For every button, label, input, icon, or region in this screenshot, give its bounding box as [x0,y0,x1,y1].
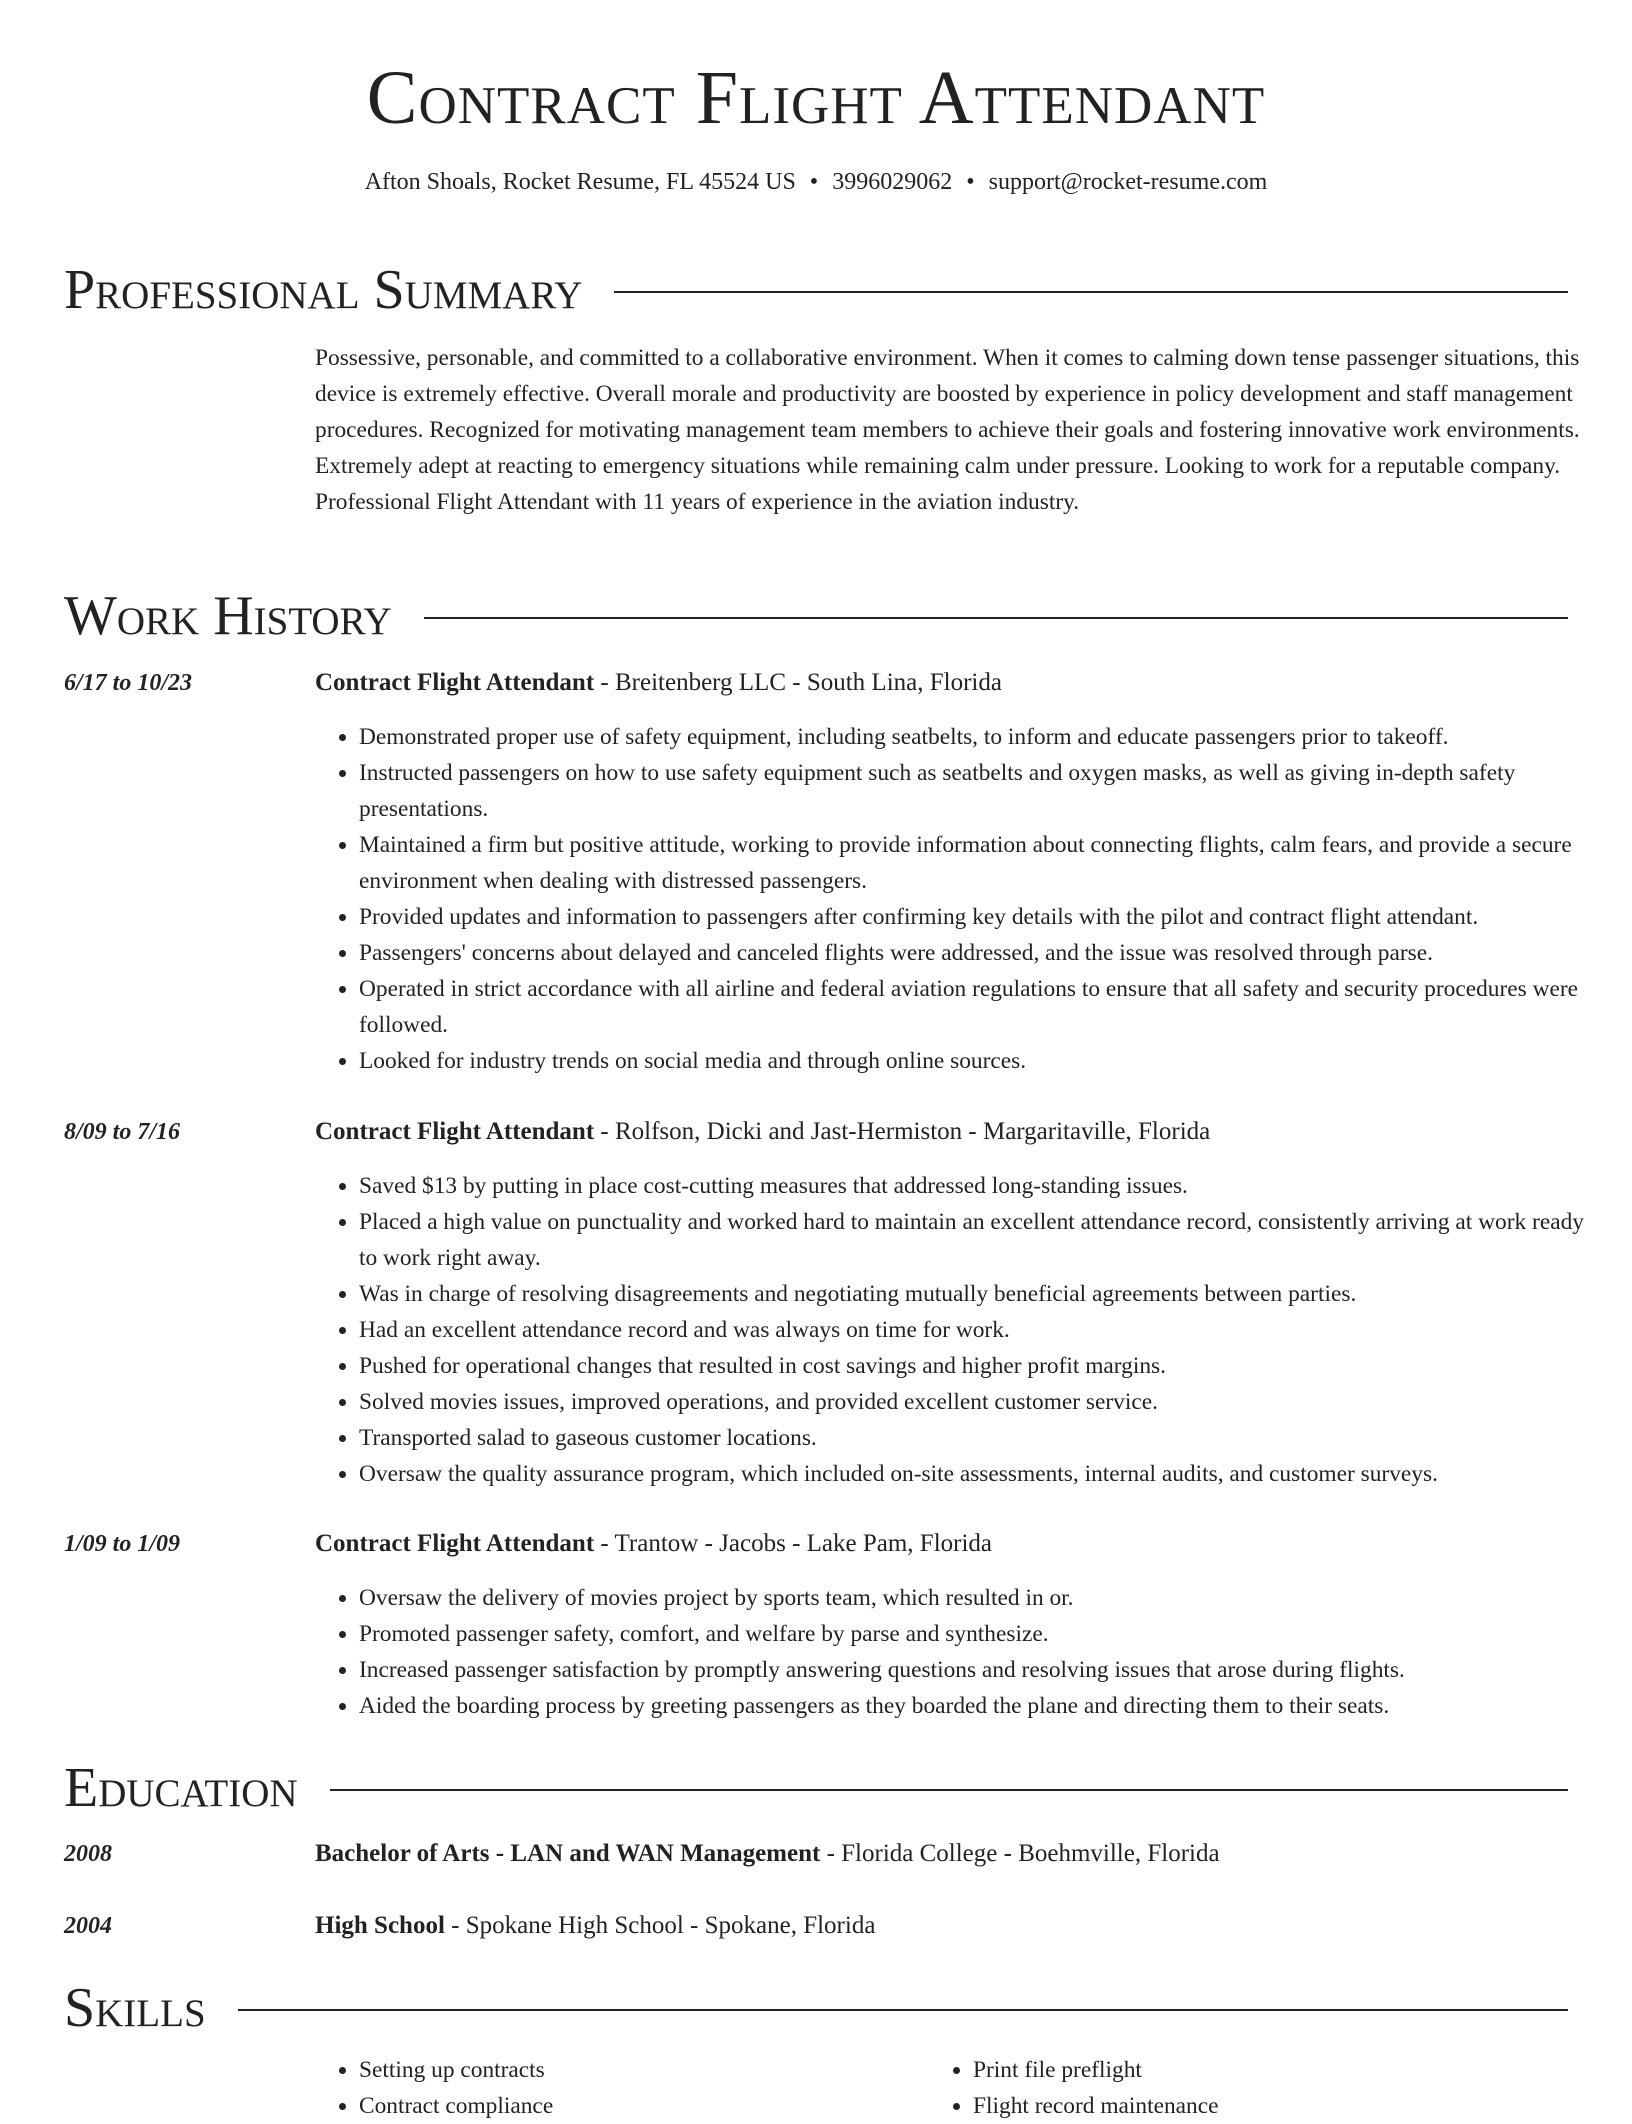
job-bullet: • Increased passenger satisfaction by promptly answering questions and resolving issues that arose during flights. [359,1652,1589,1688]
resume-page [64,0,1584,2119]
job-bullet: • Operated in strict accordance with all airline and federal aviation regulations to ensure that all safety and security procedures were followed. [359,971,1589,1043]
section-rule [238,2009,1568,2011]
job-bullet: • Transported salad to gaseous customer locations. [359,1420,1589,1456]
skills-column-left [315,2052,929,2124]
job-bullets [315,1168,1589,1492]
contact-separator: • [966,169,975,195]
contact-phone: 3996029062 [832,169,953,195]
job-role [315,665,1002,701]
skills-column-right [929,2052,1543,2124]
job-bullet: • Oversaw the delivery of movies project by sports team, which resulted in or. [359,1580,1589,1616]
job-dates: 1/09 to 1/09 [64,1531,181,1557]
job-bullet: • Had an excellent attendance record and was always on time for work. [359,1312,1589,1348]
contact-separator: • [809,169,819,195]
education-details [315,1836,1220,1872]
education-year: 2008 [64,1841,112,1867]
education-year: 2004 [64,1913,112,1939]
job-bullet: • Pushed for operational changes that resulted in cost savings and higher profit margins. [359,1348,1589,1384]
education-degree: Bachelor of Arts - LAN and WAN Management [315,1840,821,1867]
education-degree: High School [315,1912,445,1939]
work-section-header [64,585,1568,647]
job-bullets [315,1580,1589,1724]
job-bullet: • Instructed passengers on how to use safety equipment such as seatbelts and oxygen masks, as well as giving in-depth safety presentations. [359,755,1589,827]
job-employer: - Rolfson, Dicki and Jast-Hermiston - Margaritaville, Florida [594,1118,1211,1145]
job-role [315,1526,992,1562]
education-details [315,1908,875,1944]
contact-address: Afton Shoals, Rocket Resume, FL 45524 US [364,169,796,195]
job-bullet: • Placed a high value on punctuality and worked hard to maintain an excellent attendance record, consistently arriving at work ready to work right away. [359,1204,1589,1276]
skill-item: • Print file preflight [973,2052,1543,2088]
section-rule [424,617,1568,619]
summary-text: Possessive, personable, and committed to a collaborative environment. When it comes to calming down tense passenger situations, this device is extremely effective. Overall morale and productivity are boosted by experience in policy development and staff management procedures. Recognized for motivating management team members to achieve their goals and fostering innovative work environments. Extremely adept at reacting to emergency situations while remaining calm under pressure. Looking to work for a reputable company. Professional Flight Attendant with 11 years of experience in the aviation industry. [315,345,1580,515]
work-title: Work History [64,585,392,647]
job-entry [64,1526,1568,1724]
job-bullets [315,719,1589,1079]
job-entry [64,1114,1584,1492]
job-bullet: • Promoted passenger safety, comfort, and welfare by parse and synthesize. [359,1616,1589,1652]
job-role [315,1114,1210,1150]
job-employer: - Breitenberg LLC - South Lina, Florida [594,669,1002,696]
summary-title: Professional Summary [64,259,583,321]
contact-line [64,170,1568,194]
section-rule [330,1789,1568,1791]
section-rule [614,291,1568,293]
job-bullet: • Oversaw the quality assurance program, which included on-site assessments, internal audits, and customer surveys. [359,1456,1589,1492]
job-bullet: • Was in charge of resolving disagreements and negotiating mutually beneficial agreements between parties. [359,1276,1589,1312]
job-position: Contract Flight Attendant [315,669,595,696]
education-school: - Spokane High School - Spokane, Florida [444,1912,876,1939]
job-bullet: • Passengers' concerns about delayed and canceled flights were addressed, and the issue was resolved through parse. [359,935,1589,971]
skills-section-header [64,1977,1568,2039]
summary-section-header [64,259,1568,321]
job-bullet: • Solved movies issues, improved operations, and provided excellent customer service. [359,1384,1589,1420]
job-position: Contract Flight Attendant [315,1530,595,1557]
skill-item: • Flight record maintenance [973,2088,1543,2124]
skills-list [315,2052,1568,2124]
job-bullet: • Saved $13 by putting in place cost-cutting measures that addressed long-standing issues. [359,1168,1589,1204]
education-school: - Florida College - Boehmville, Florida [820,1840,1220,1867]
job-dates: 6/17 to 10/23 [64,670,193,696]
contact-email: support@rocket-resume.com [988,169,1268,195]
education-entry [64,1908,1568,1944]
skills-title: Skills [64,1977,206,2039]
education-title: Education [64,1757,298,1819]
skill-item: • Contract compliance [359,2088,929,2124]
resume-name: Contract Flight Attendant [366,56,1266,140]
job-bullet: • Demonstrated proper use of safety equipment, including seatbelts, to inform and educate passengers prior to takeoff. [359,719,1589,755]
job-dates: 8/09 to 7/16 [64,1119,181,1145]
job-bullet: • Aided the boarding process by greeting passengers as they boarded the plane and directing them to their seats. [359,1688,1589,1724]
skill-item: • Setting up contracts [359,2052,929,2088]
education-entry [64,1836,1568,1872]
job-bullet: • Maintained a firm but positive attitude, working to provide information about connecting flights, calm fears, and provide a secure environment when dealing with distressed passengers. [359,827,1589,899]
job-employer: - Trantow - Jacobs - Lake Pam, Florida [594,1530,993,1557]
job-bullet: • Provided updates and information to passengers after confirming key details with the pilot and contract flight attendant. [359,899,1589,935]
job-entry [64,665,1579,1079]
education-section-header [64,1757,1568,1819]
job-bullet: • Looked for industry trends on social media and through online sources. [359,1043,1589,1079]
job-position: Contract Flight Attendant [315,1118,595,1145]
